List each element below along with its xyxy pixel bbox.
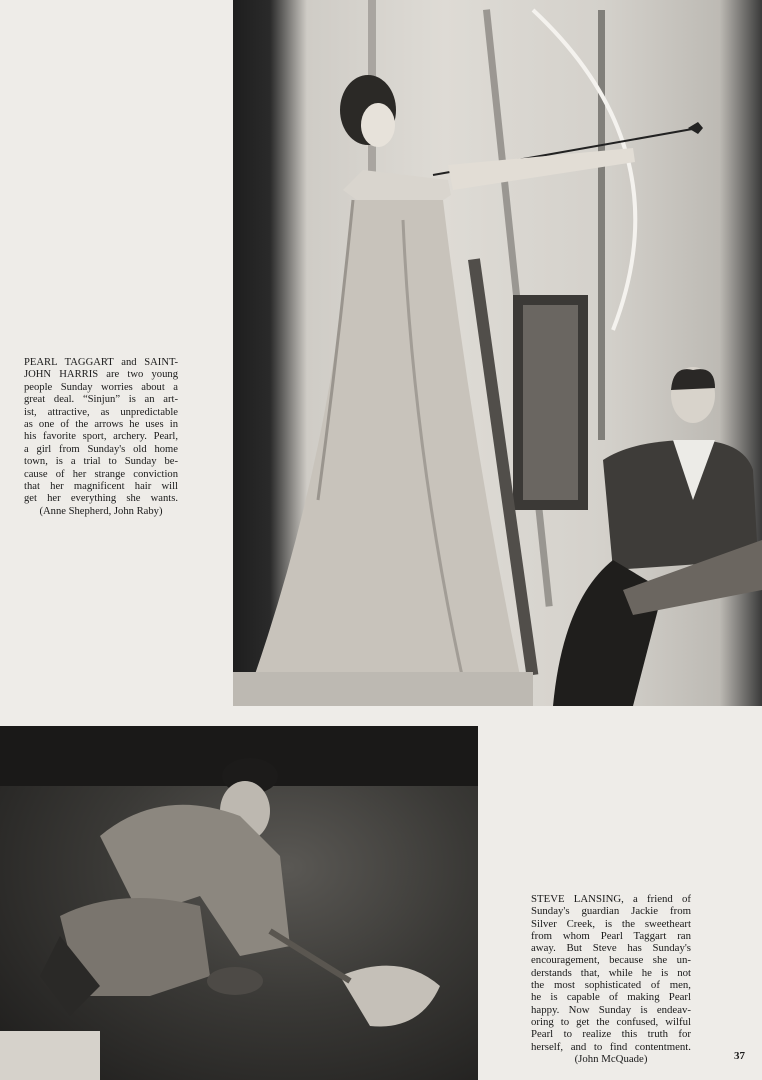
caption-credit: (Anne Shepherd, John Raby)	[39, 505, 163, 517]
caption-line: Silver Creek, is the sweetheart	[531, 917, 691, 930]
caption-line: STEVE LANSING, a friend of	[531, 893, 691, 905]
photo-archery-scene	[233, 0, 762, 706]
caption-steve-lansing	[531, 893, 691, 1065]
caption-line: derstands that, while he is not	[531, 966, 691, 979]
caption-line: as one of the arrows he uses in	[24, 419, 178, 431]
caption-line: PEARL TAGGART and SAINT-	[24, 357, 178, 368]
page-number: 37	[734, 1050, 745, 1062]
caption-line: herself, and to find contentment.	[531, 1040, 691, 1053]
caption-credit: (John McQuade)	[574, 1052, 648, 1065]
photo-gold-panning-scene	[0, 726, 478, 1080]
caption-line: oring to get the confused, wilful	[531, 1015, 691, 1028]
caption-line: from whom Pearl Taggart ran	[531, 929, 691, 942]
caption-line: the most sophisticated of men,	[531, 979, 691, 992]
archery-scene-illustration	[233, 0, 762, 706]
caption-line: happy. Now Sunday is endeav-	[531, 1003, 691, 1016]
caption-line: encouragement, because she un-	[531, 954, 691, 967]
caption-line: away. But Steve has Sunday's	[531, 942, 691, 955]
caption-line: get her everything she wants.	[24, 493, 178, 505]
caption-line: people Sunday worries about a	[24, 381, 178, 393]
caption-line: town, is a trial to Sunday be-	[24, 456, 178, 468]
caption-line: ist, attractive, as unpredictable	[24, 406, 178, 418]
caption-line: Pearl to realize this truth for	[531, 1028, 691, 1041]
caption-line: cause of her strange conviction	[24, 468, 178, 480]
gold-panning-illustration	[0, 726, 478, 1080]
caption-line: his favorite sport, archery. Pearl,	[24, 431, 178, 443]
caption-line: that her magnificent hair will	[24, 481, 178, 493]
caption-line: great deal. “Sinjun” is an art-	[24, 394, 178, 406]
caption-line: Sunday's guardian Jackie from	[531, 905, 691, 918]
caption-line: he is capable of making Pearl	[531, 991, 691, 1004]
caption-line: JOHN HARRIS are two young	[24, 369, 178, 381]
caption-line: a girl from Sunday's old home	[24, 443, 178, 455]
caption-pearl-taggart	[24, 357, 178, 518]
